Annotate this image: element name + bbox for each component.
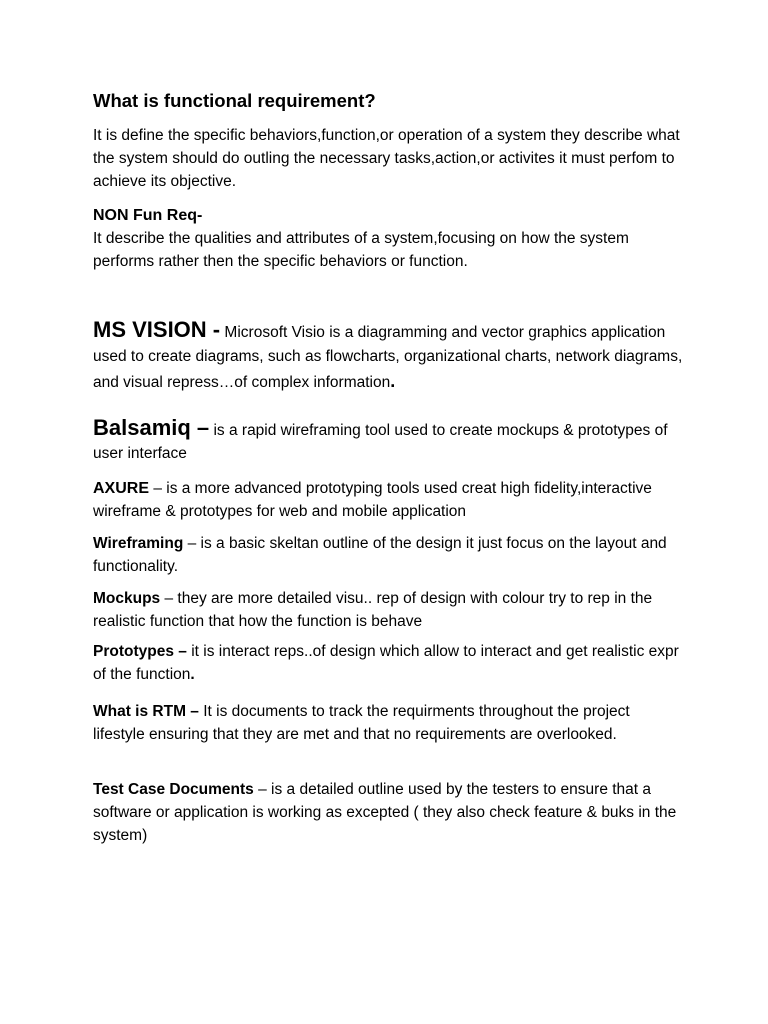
axure-description: – is a more advanced prototyping tools used creat high fidelity,interactive wireframe & prototypes for web and mobile application (93, 480, 652, 520)
prototypes-description: it is interact reps..of design which allow to interact and get realistic expr of the function (93, 643, 679, 683)
balsamiq-description: is a rapid wireframing tool used to create mockups & prototypes of user interface (93, 422, 668, 462)
mockups-term: Mockups (93, 590, 161, 607)
rtm-term: What is RTM – (93, 703, 199, 720)
prototypes-term: Prototypes – (93, 643, 187, 660)
mockups-paragraph (93, 587, 683, 633)
functional-requirement-description: It is define the specific behaviors,function,or operation of a system they describe what the system should do outling the necessary tasks,action,or activites it must perfom to achieve its objective. (93, 127, 680, 190)
balsamiq-paragraph (93, 416, 683, 465)
ms-vision-term: MS VISION - (93, 317, 221, 342)
prototypes-period: . (190, 666, 195, 683)
non-functional-heading: NON Fun Req- (93, 207, 203, 224)
test-case-description: – is a detailed outline used by the testers to ensure that a software or application is working as excepted ( they also check feature & buks in the system) (93, 781, 677, 844)
mockups-description: – they are more detailed visu.. rep of design with colour try to rep in the realistic function that how the function is behave (93, 590, 653, 630)
prototypes-paragraph (93, 640, 683, 686)
rtm-description: It is documents to track the requirments throughout the project lifestyle ensuring that they are met and that no requirements are overlooked. (93, 703, 630, 743)
test-case-paragraph (93, 778, 683, 847)
axure-paragraph (93, 477, 683, 523)
non-functional-description: It describe the qualities and attributes of a system,focusing on how the system performs rather then the specific behaviors or function. (93, 230, 629, 270)
ms-vision-period: . (390, 371, 396, 391)
axure-term: AXURE (93, 480, 150, 497)
test-case-term: Test Case Documents (93, 781, 254, 798)
balsamiq-term: Balsamiq – (93, 415, 210, 440)
wireframing-paragraph (93, 532, 683, 578)
rtm-paragraph (93, 700, 683, 746)
page-title: What is functional requirement? (93, 90, 376, 111)
ms-vision-paragraph (93, 318, 683, 395)
wireframing-description: – is a basic skeltan outline of the design it just focus on the layout and functionality. (93, 535, 667, 575)
wireframing-term: Wireframing (93, 535, 184, 552)
ms-vision-description: Microsoft Visio is a diagramming and vector graphics application used to create diagrams, such as flowcharts, organizational charts, network diagrams, and visual repress…of complex information (93, 324, 683, 391)
